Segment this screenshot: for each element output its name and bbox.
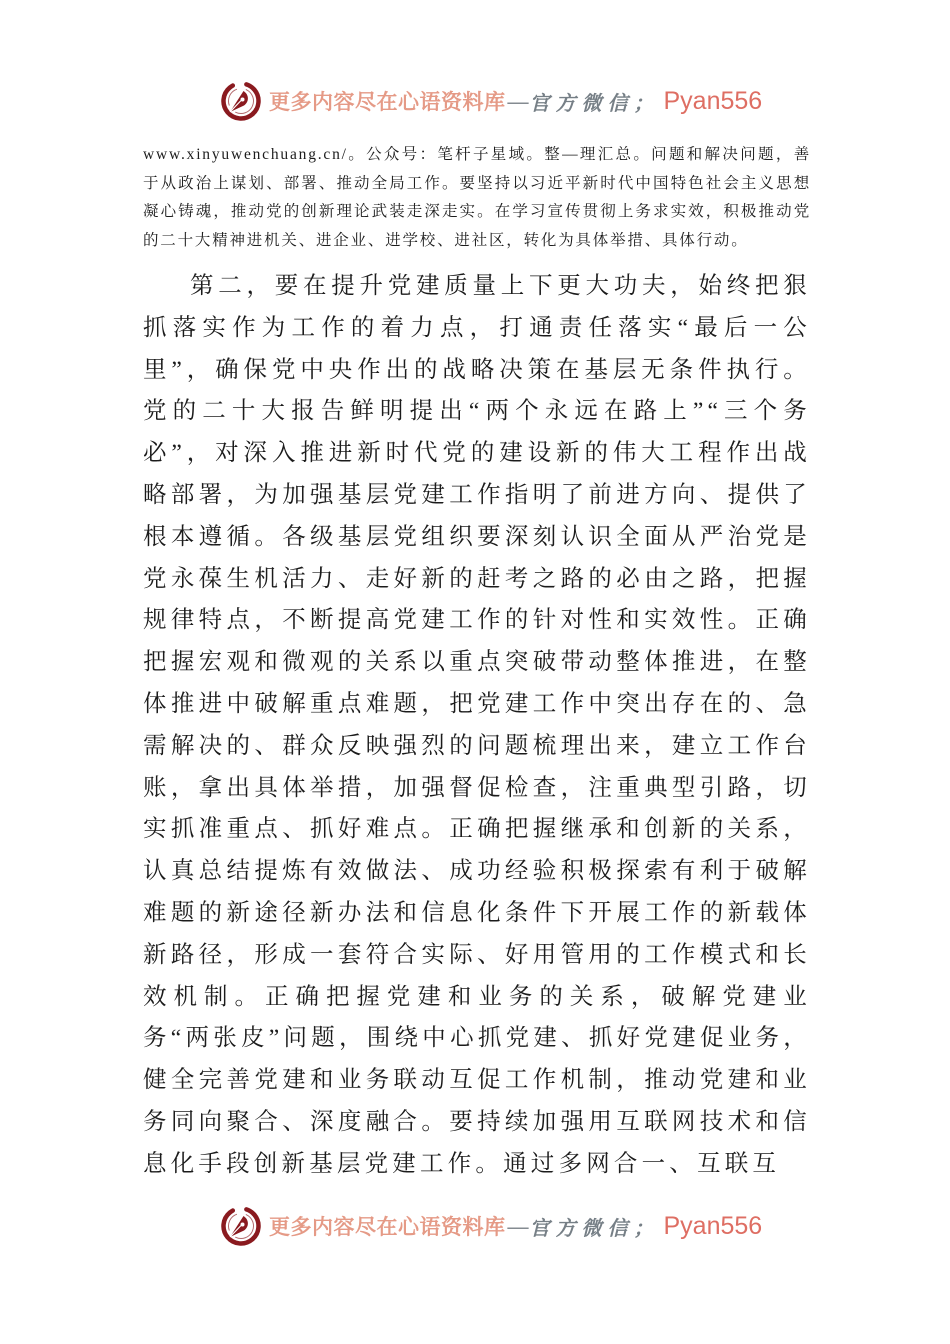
pen-nib-seal-icon bbox=[220, 1203, 262, 1249]
watermark-wechat-id: Pyan556 bbox=[663, 86, 763, 115]
watermark-wechat-id: Pyan556 bbox=[663, 1211, 763, 1240]
header-watermark bbox=[220, 78, 762, 124]
watermark-separator: — bbox=[507, 1213, 529, 1238]
watermark-wechat-label: 官方微信； bbox=[529, 1217, 660, 1240]
watermark-brand-text: 更多内容尽在心语资料库 bbox=[269, 90, 506, 114]
watermark-separator: — bbox=[507, 88, 529, 113]
watermark-brand-text: 更多内容尽在心语资料库 bbox=[269, 1215, 506, 1239]
intro-paragraph: www.xinyuwenchuang.cn/。公众号：笔杆子星域。整—理汇总。问题和解决问题，善于从政治上谋划、部署、推动全局工作。要坚持以习近平新时代中国特色社会主义思想凝心铸魂，推动党的创新理论武装走深走实。在学习宣传贯彻上务求实效，积极推动党的二十大精神进机关、进企业、进学校、进社区，转化为具体举措、具体行动。 bbox=[143, 146, 811, 249]
watermark-wechat-label: 官方微信； bbox=[529, 92, 660, 115]
body-paragraph: 第二，要在提升党建质量上下更大功夫，始终把狠抓落实作为工作的着力点，打通责任落实“最后一公里”，确保党中央作出的战略决策在基层无条件执行。党的二十大报告鲜明提出“两个永远在路上”“三个务必”，对深入推进新时代党的建设新的伟大工程作出战略部署，为加强基层党建工作指明了前进方向、提供了根本遵循。各级基层党组织要深刻认识全面从严治党是党永葆生机活力、走好新的赶考之路的必由之路，把握规律特点，不断提高党建工作的针对性和实效性。正确把握宏观和微观的关系以重点突破带动整体推进，在整体推进中破解重点难题，把党建工作中突出存在的、急需解决的、群众反映强烈的问题梳理出来，建立工作台账，拿出具体举措，加强督促检查，注重典型引路，切实抓准重点、抓好难点。正确把握继承和创新的关系，认真总结提炼有效做法、成功经验积极探索有利于破解难题的新途径新办法和信息化条件下开展工作的新载体新路径，形成一套符合实际、好用管用的工作模式和长效机制。正确把握党建和业务的关系，破解党建业务“两张皮”问题，围绕中心抓党建、抓好党建促业务，健全完善党建和业务联动互促工作机制，推动党建和业务同向聚合、深度融合。要持续加强用互联网技术和信息化手段创新基层党建工作。通过多网合一、互联互 bbox=[143, 273, 811, 1177]
pen-nib-seal-icon bbox=[220, 78, 262, 124]
footer-watermark bbox=[220, 1203, 762, 1249]
